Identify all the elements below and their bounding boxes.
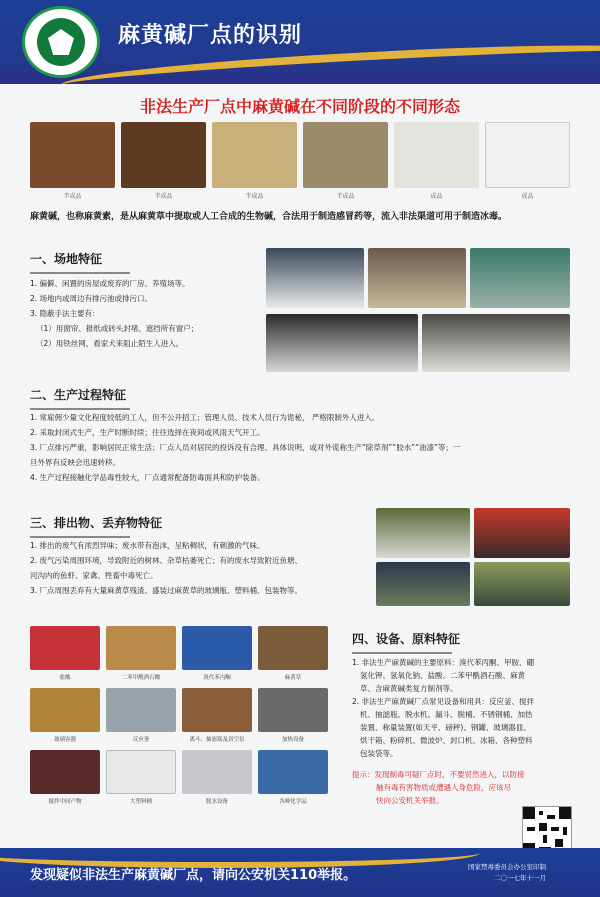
list-item: 2. 非法生产麻黄碱厂点常见设备和用具：反应釜、搅拌: [352, 697, 535, 706]
stage-photo: 成品: [485, 122, 570, 202]
warning-note: 提示：发现制毒可疑厂点时，不要贸然进入，以防接 触有毒有害物质或遭遇人身危险，应该尽 快向公安机关举报。: [352, 770, 525, 805]
list-item: 包装袋等。: [360, 749, 398, 758]
list-item: （2）用铁丝网、看家犬来阻止陌生人进入。: [36, 339, 184, 348]
equipment-photo: 大塑料桶: [106, 750, 176, 805]
waste-list: [30, 538, 302, 598]
equipment-photo: 麻黄草: [258, 626, 328, 681]
header-banner: [0, 0, 600, 84]
stages-title: 非法生产厂点中麻黄碱在不同阶段的不同形态: [139, 97, 460, 116]
report-call-to-action: 发现疑似非法生产麻黄碱厂点，请向公安机关110举报。: [30, 868, 357, 883]
anti-drug-logo: [22, 6, 100, 78]
list-item: 1. 常雇佣少量文化程度较低的工人，但不公开招工；管理人员、技术人员行为诡秘， 严格限制外人进入。: [30, 413, 380, 422]
equipment-photo: 溴代苯丙酮: [182, 626, 252, 681]
stage-photo: 成品: [394, 122, 479, 202]
site-list: [30, 276, 198, 351]
equipment-list: [352, 656, 534, 760]
section-equipment-title: 四、设备、原料特征: [352, 630, 460, 654]
list-item: 河沟内的鱼虾、家禽、牲畜中毒死亡。: [30, 571, 158, 580]
list-item: 2. 场地内或周边有排污池或排污口。: [30, 294, 153, 303]
list-item: 1. 排出的废气有浓烈异味；废水带有泡沫，呈粘稠状，有刺激的气味。: [30, 541, 265, 550]
section-process-title: 二、生产过程特征: [30, 386, 130, 410]
equipment-photo: 加热设备: [258, 688, 328, 743]
site-photo: [368, 248, 466, 308]
equipment-photo: 脱水设备: [182, 750, 252, 805]
equipment-photo: 玻璃容器: [30, 688, 100, 743]
waste-photo: [474, 508, 570, 558]
list-item: 3. 隐蔽手法主要有：: [30, 309, 100, 318]
list-item: 机、抽滤瓶、脱水机、漏斗、脱桶、不锈钢桶、加热: [360, 710, 533, 719]
list-item: （1）用窗帘、报纸或砖头封堵、遮挡所有窗户；: [36, 324, 199, 333]
stage-photo: 半成品: [30, 122, 115, 202]
footer-banner: [0, 848, 600, 897]
list-item: 1. 偏僻、闲置的房屋或废弃的厂房、养殖场等。: [30, 279, 190, 288]
list-item: 装置、称量装置(如天平、磅秤)、钢罐、玻璃器皿、: [360, 723, 531, 732]
equipment-photo-grid: [30, 626, 330, 816]
waste-photo: [376, 508, 470, 558]
stage-photo: 半成品: [212, 122, 297, 202]
intro-text: 麻黄碱，也称麻黄素，是从麻黄草中提取或人工合成的生物碱，合法用于制造感冒药等，流入非法渠道可用于制造冰毒。: [30, 212, 508, 222]
site-photo: [422, 314, 570, 372]
section-waste-title: 三、排出物、丢弃物特征: [30, 514, 162, 538]
list-item: 2. 废气污染周围环境，导致附近的树林、杂草枯萎死亡；有的废水导致附近鱼塘、: [30, 556, 303, 565]
stages-photo-strip: [30, 122, 570, 202]
page-title: 麻黄碱厂点的识别: [118, 23, 303, 48]
stage-photo: 半成品: [303, 122, 388, 202]
waste-photo: [376, 562, 470, 606]
process-list: [30, 410, 460, 485]
equipment-photo: 反应釜: [106, 688, 176, 743]
waste-photo: [474, 562, 570, 606]
site-photo: [266, 314, 418, 372]
equipment-photo: 各种化学品: [258, 750, 328, 805]
site-photo: [266, 248, 364, 308]
stage-photo: 半成品: [121, 122, 206, 202]
list-item: 3. 厂点排污严重，影响居民正常生活；厂点人员对居民的投诉没有合理、具体说明，或对外谎称生产“除草剂”“胶水”“油漆”等；一: [30, 443, 461, 452]
list-item: 1. 非法生产麻黄碱的主要原料：溴代苯丙酮、甲胺、硼: [352, 658, 535, 667]
equipment-photo: 搅拌中间产物: [30, 750, 100, 805]
equipment-photo: 离斗、抽滤瓶及真空泵: [182, 688, 252, 743]
list-item: 烘干箱、粉碎机、微波炉、封口机、冰箱、各种塑料: [360, 736, 533, 745]
list-item: 3. 厂点周围丢弃有大量麻黄草残渣、盛装过麻黄草的玻璃瓶、塑料桶、包装物等。: [30, 586, 303, 595]
list-item: 草、含麻黄碱类复方制剂等。: [360, 684, 458, 693]
publisher-info: 国家禁毒委员会办公室印制 二〇一七年十一月: [468, 863, 546, 882]
equipment-photo: 盐酸: [30, 626, 100, 681]
equipment-photo: 二苯甲酰酒石酸: [106, 626, 176, 681]
site-photo: [470, 248, 570, 308]
list-item: 氢化钾、氢氧化钠、盐酸、二苯甲酰酒石酸、麻黄: [360, 671, 525, 680]
section-site-title: 一、场地特征: [30, 250, 130, 274]
list-item: 4. 生产过程接触化学品毒性较大，厂点通常配备防毒面具和防护装备。: [30, 473, 265, 482]
list-item: 旦外界有反映会迅速转移。: [30, 458, 120, 467]
list-item: 2. 采取封闭式生产，生产时断时续；往往选择在夜间或风雨天气开工。: [30, 428, 265, 437]
